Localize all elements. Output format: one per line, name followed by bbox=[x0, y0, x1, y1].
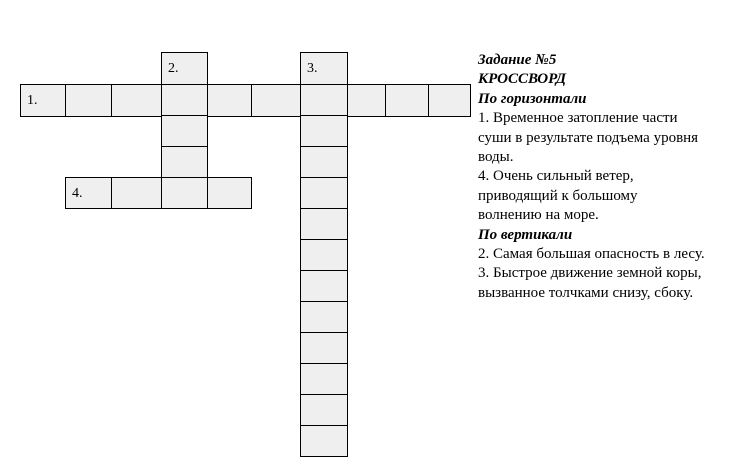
clue-number: 1. bbox=[27, 93, 38, 108]
crossword-cell[interactable] bbox=[300, 363, 348, 395]
crossword-cell[interactable] bbox=[20, 84, 66, 117]
crossword-cell[interactable] bbox=[300, 394, 348, 426]
crossword-cell[interactable] bbox=[300, 208, 348, 240]
crossword-cell[interactable] bbox=[65, 84, 112, 117]
crossword-cell[interactable] bbox=[161, 115, 208, 147]
crossword-cell[interactable] bbox=[300, 301, 348, 333]
crossword-cell[interactable] bbox=[111, 177, 162, 209]
clue-line: волнению на море. bbox=[478, 207, 599, 224]
crossword-cell[interactable] bbox=[300, 115, 348, 147]
clue-line: 3. Быстрое движение земной коры, bbox=[478, 265, 702, 282]
crossword-cell[interactable] bbox=[207, 84, 252, 117]
crossword-cell[interactable] bbox=[300, 177, 348, 209]
crossword-cell[interactable] bbox=[300, 52, 348, 85]
crossword-cell[interactable] bbox=[65, 177, 112, 209]
crossword-cell[interactable] bbox=[385, 84, 429, 117]
crossword-cell[interactable] bbox=[161, 84, 208, 117]
clue-line: 4. Очень сильный ветер, bbox=[478, 168, 634, 185]
crossword-cell[interactable] bbox=[300, 239, 348, 271]
across-heading: По горизонтали bbox=[478, 90, 587, 107]
crossword-cell[interactable] bbox=[347, 84, 386, 117]
clue-line: вызванное толчками снизу, сбоку. bbox=[478, 284, 694, 301]
clue-line: 1. Временное затопление части bbox=[478, 110, 678, 127]
crossword-cell[interactable] bbox=[111, 84, 162, 117]
crossword-cell[interactable] bbox=[207, 177, 252, 209]
crossword-cell[interactable] bbox=[161, 177, 208, 209]
crossword-cell[interactable] bbox=[300, 84, 348, 117]
crossword-cell[interactable] bbox=[161, 52, 208, 85]
crossword-cell[interactable] bbox=[300, 146, 348, 178]
clue-number: 4. bbox=[72, 186, 83, 201]
clue-line: приводящий к большому bbox=[478, 187, 638, 204]
clue-line: воды. bbox=[478, 149, 514, 166]
crossword-cell[interactable] bbox=[161, 146, 208, 178]
crossword-cell[interactable] bbox=[300, 425, 348, 457]
task-text bbox=[478, 51, 740, 303]
crossword-cell[interactable] bbox=[300, 332, 348, 364]
crossword-heading: КРОССВОРД bbox=[478, 71, 567, 88]
clue-number: 2. bbox=[168, 61, 179, 76]
clue-line: суши в результате подъема уровня bbox=[478, 129, 699, 146]
crossword-cell[interactable] bbox=[251, 84, 301, 117]
clue-line: 2. Самая большая опасность в лесу. bbox=[478, 246, 705, 263]
down-heading: По вертикали bbox=[478, 226, 573, 243]
clue-number: 3. bbox=[307, 61, 318, 76]
crossword-cell[interactable] bbox=[300, 270, 348, 302]
crossword-cell[interactable] bbox=[428, 84, 471, 117]
task-title: Задание №5 bbox=[478, 52, 557, 68]
